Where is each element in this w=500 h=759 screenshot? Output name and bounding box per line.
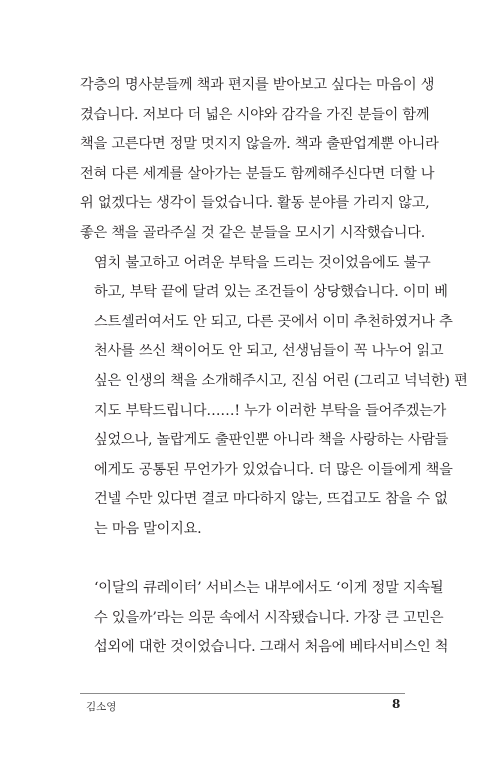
text-line: ‘이달의 큐레이터’ 서비스는 내부에서도 ‘이게 정말 지속될 — [94, 580, 444, 597]
paragraph-1 — [80, 71, 439, 249]
text-line: 위 없겠다는 생각이 들었습니다. 활동 분야를 가리지 않고, — [80, 195, 430, 212]
text-line: 겼습니다. 저보다 더 넓은 시야와 감각을 가진 분들이 함께 — [80, 106, 430, 123]
text-line: 지도 부탁드립니다……! 누가 이러한 부탁을 들어주겠는가 — [94, 402, 447, 419]
body-text — [80, 71, 468, 663]
text-line: 건넬 수만 있다면 결코 마다하지 않는, 뜨겁고도 참을 수 없 — [94, 491, 448, 508]
page-number: 8 — [392, 697, 401, 711]
text-line: 섭외에 대한 것이었습니다. 그래서 처음에 베타서비스인 척 — [94, 639, 449, 656]
text-line: 스트셀러여서도 안 되고, 다른 곳에서 이미 추천하였거나 추 — [94, 313, 453, 330]
author-name: 김소영 — [86, 701, 117, 713]
text-line: 책을 고른다면 정말 멋지지 않을까. 책과 출판업계뿐 아니라 — [80, 136, 439, 153]
text-line: 염치 불고하고 어려운 부탁을 드리는 것이었음에도 불구 — [94, 254, 431, 271]
text-line: 좋은 책을 골라주실 것 같은 분들을 모시기 시작했습니다. — [80, 224, 426, 241]
paragraph-3 — [80, 574, 449, 663]
text-line: 에게도 공통된 무언가가 있었습니다. 더 많은 이들에게 책을 — [94, 461, 453, 478]
text-line: 는 마음 말이지요. — [94, 520, 202, 537]
text-line: 각층의 명사분들께 책과 편지를 받아보고 싶다는 마음이 생 — [80, 77, 435, 93]
paragraph-2 — [80, 249, 468, 545]
text-line: 천사를 쓰신 책이어도 안 되고, 선생님들이 꼭 나누어 읽고 — [94, 343, 444, 360]
text-line: 하고, 부탁 끝에 달려 있는 조건들이 상당했습니다. 이미 베 — [94, 284, 448, 301]
text-line: 싶은 인생의 책을 소개해주시고, 진심 어린 (그리고 넉넉한) 편 — [94, 372, 468, 389]
text-line: 수 있을까’라는 의문 속에서 시작됐습니다. 가장 큰 고민은 — [94, 609, 444, 626]
text-line: 전혀 다른 세계를 살아가는 분들도 함께해주신다면 더할 나 — [80, 165, 435, 182]
text-line: 싶었으나, 놀랍게도 출판인뿐 아니라 책을 사랑하는 사람들 — [94, 432, 449, 449]
footer-divider — [80, 693, 405, 694]
